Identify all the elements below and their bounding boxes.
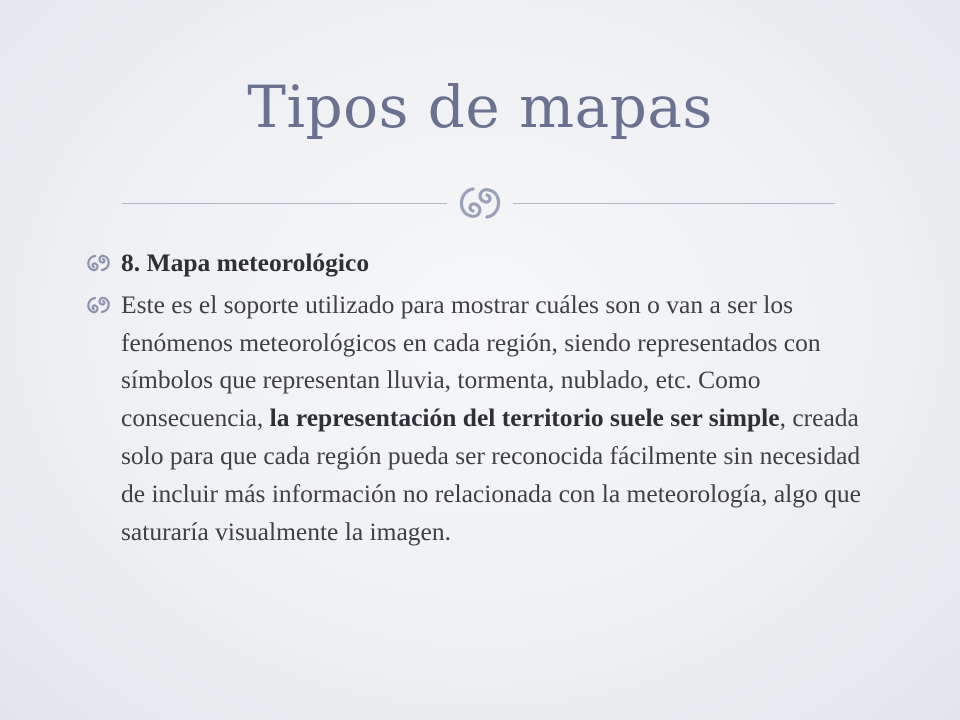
list-item [82, 286, 862, 551]
bullet-ornament-icon [82, 253, 115, 273]
bullet-ornament-icon [82, 295, 115, 315]
slide-content [82, 244, 862, 554]
paragraph-bold-text: la representación del territorio suele ser simple [269, 403, 780, 433]
slide-title: Tipos de mapas [247, 73, 713, 141]
paragraph-text-start: Este es el soporte utilizado para mostrar cuáles son o van a ser los fenómenos meteorológicos en cada región, siendo representados con símbolos que representan lluvia, tormenta, nublado, etc. Como consecuencia, [121, 289, 821, 433]
ornament-icon [449, 183, 511, 223]
title-divider-right [513, 203, 835, 204]
section-heading: 8. Mapa meteorológico [121, 248, 370, 277]
list-item [82, 244, 862, 282]
paragraph-text-end: , creada solo para que cada región pueda ser reconocida fácilmente sin necesidad de incluir más información no relacionada con la meteorología, algo que saturaría visualmente la imagen. [121, 403, 861, 546]
title-divider-left [122, 203, 447, 204]
